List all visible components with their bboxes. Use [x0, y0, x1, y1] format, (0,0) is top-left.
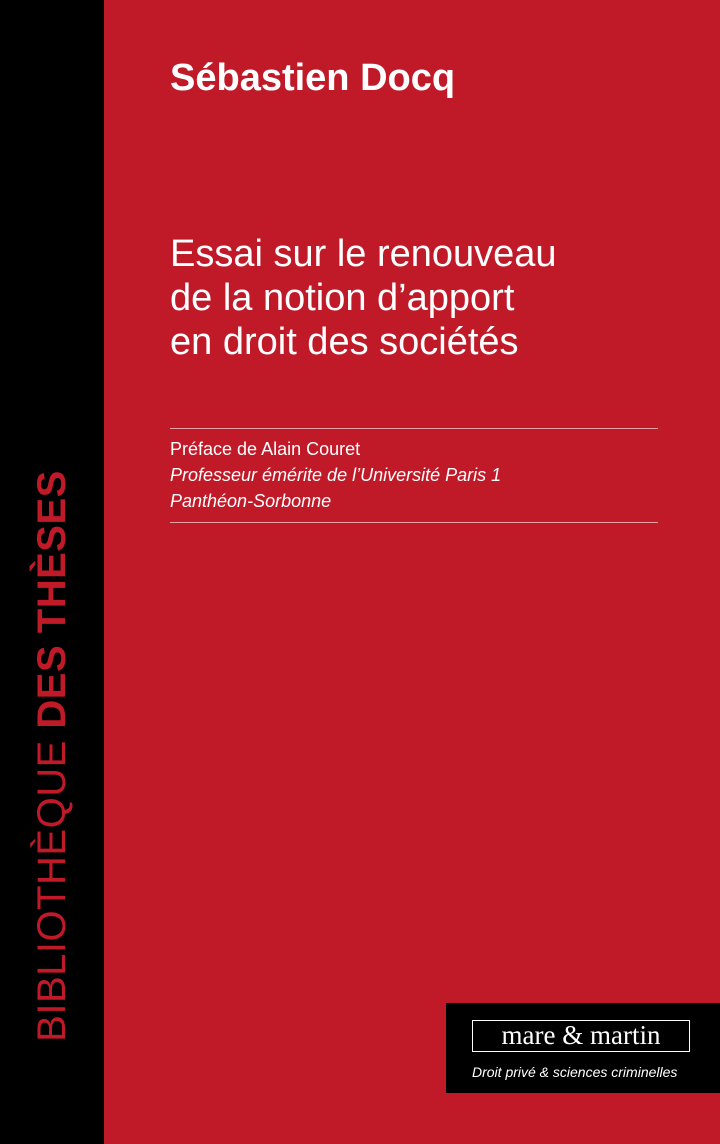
preface-block: [170, 436, 501, 514]
publisher-box: [446, 1003, 720, 1093]
divider-bottom: [170, 522, 658, 523]
preface-affiliation-cont: Panthéon-Sorbonne: [170, 491, 332, 511]
author-name: Sébastien Docq: [170, 57, 456, 99]
preface-author: Préface de Alain Couret: [170, 439, 361, 459]
collection-label-light: BIBLIOTHÈQUE: [30, 740, 74, 1042]
divider-top: [170, 428, 658, 429]
title-line-1: Essai sur le renouveau: [170, 233, 557, 275]
spine-band: [0, 0, 104, 1144]
publisher-series: Droit privé & sciences criminelles: [472, 1064, 678, 1080]
title-line-2: de la notion d’apport: [170, 277, 515, 319]
collection-label: [32, 470, 72, 1042]
title-line-3: en droit des sociétés: [170, 321, 519, 363]
book-title: [170, 232, 670, 364]
preface-affiliation: Professeur émérite de l’Université Paris 1: [170, 465, 502, 485]
collection-label-bold: DES THÈSES: [30, 470, 74, 729]
publisher-logo: mare & martin: [472, 1020, 690, 1052]
